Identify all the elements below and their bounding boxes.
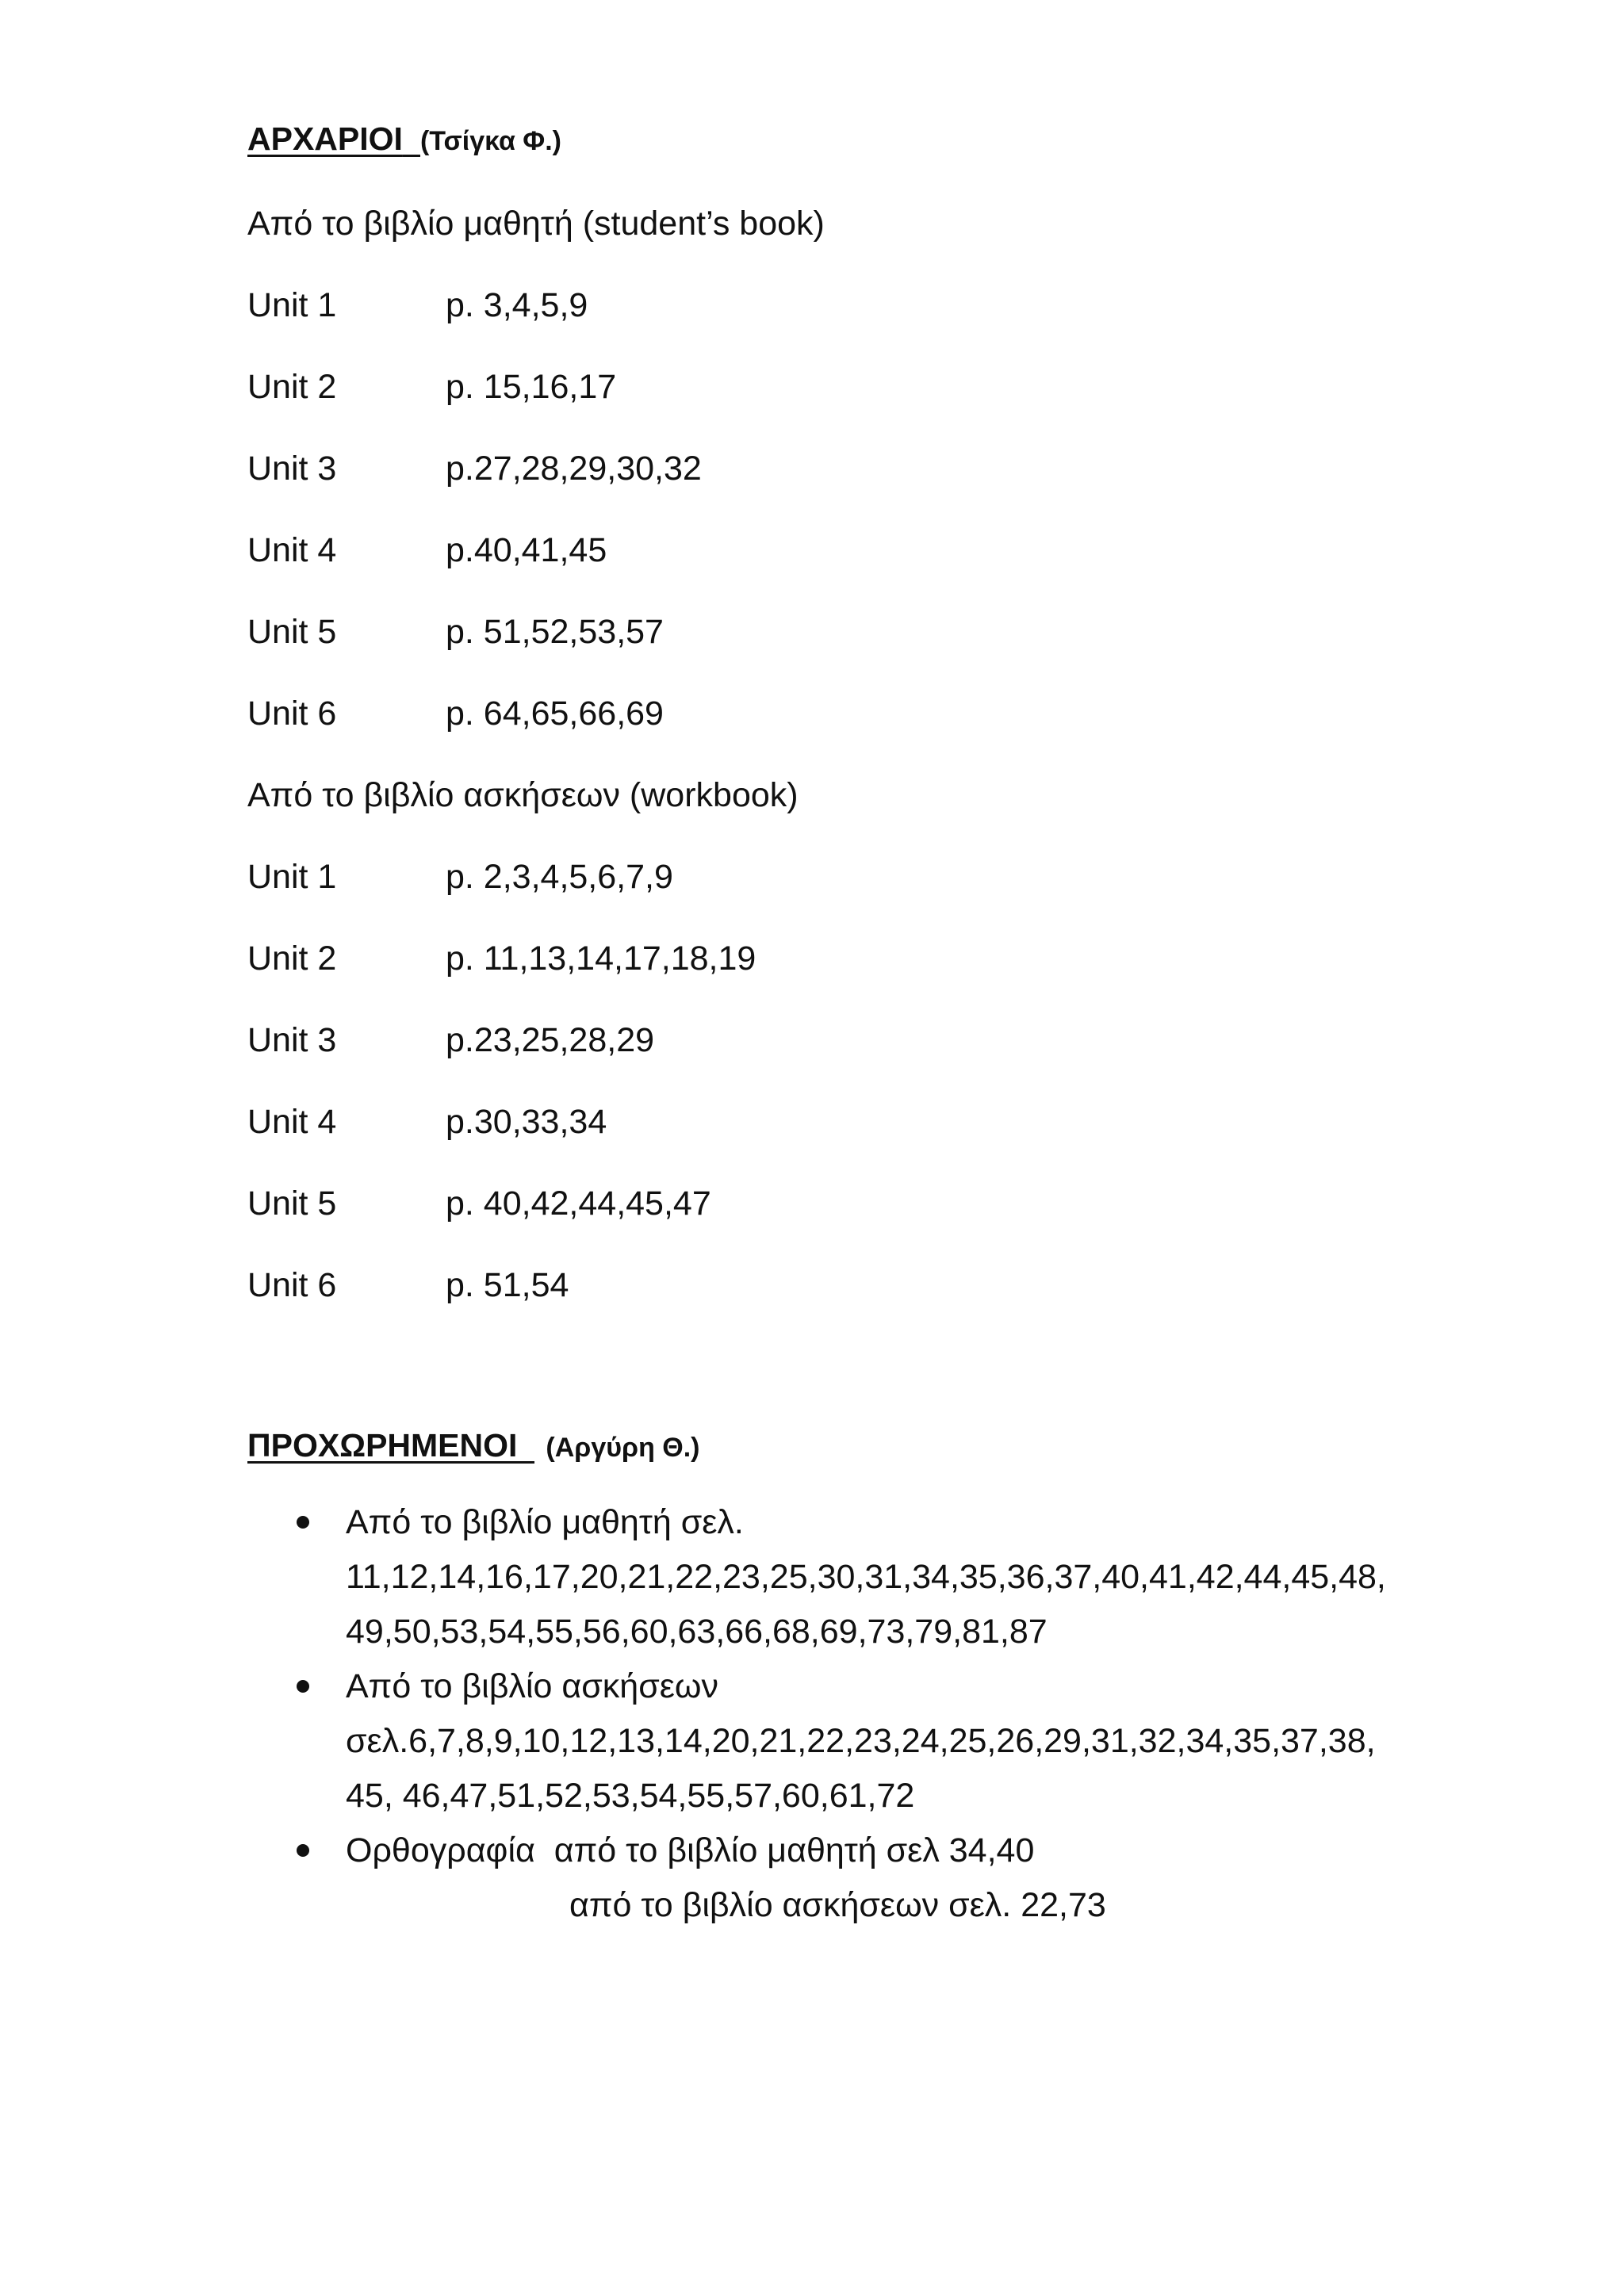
unit-pages: p. 3,4,5,9 — [446, 286, 588, 324]
advanced-bullet-list — [295, 1495, 1453, 1933]
unit-label: Unit 5 — [247, 1184, 337, 1223]
students-book-row — [247, 448, 702, 489]
workbook-row — [247, 1183, 711, 1224]
bullet-line: 45, 46,47,51,52,53,54,55,57,60,61,72 — [346, 1777, 915, 1815]
workbook-row — [247, 1101, 607, 1142]
title-underline-gap — [403, 154, 420, 157]
list-item — [295, 1659, 1453, 1823]
beginners-section-title — [247, 121, 561, 158]
bullet-line: Ορθογραφία από το βιβλίο μαθητή σελ 34,40 — [346, 1831, 1035, 1869]
workbook-heading: Από το βιβλίο ασκήσεων (workbook) — [247, 776, 799, 814]
advanced-section-title — [247, 1427, 700, 1464]
unit-label: Unit 6 — [247, 1266, 337, 1304]
unit-label: Unit 5 — [247, 613, 337, 651]
unit-pages: p. 51,52,53,57 — [446, 613, 664, 651]
advanced-title: ΠΡΟΧΩΡΗΜΕΝΟΙ — [247, 1427, 518, 1464]
bullet-line: Από το βιβλίο μαθητή σελ. — [346, 1503, 744, 1541]
title-underline-gap — [517, 1460, 534, 1464]
unit-label: Unit 4 — [247, 1103, 337, 1141]
workbook-row — [247, 938, 756, 979]
unit-label: Unit 6 — [247, 695, 337, 733]
workbook-row — [247, 856, 673, 897]
unit-pages: p.40,41,45 — [446, 531, 607, 569]
unit-label: Unit 4 — [247, 531, 337, 569]
students-book-row — [247, 611, 664, 652]
unit-pages: p. 51,54 — [446, 1266, 569, 1304]
unit-label: Unit 1 — [247, 286, 337, 324]
unit-pages: p.27,28,29,30,32 — [446, 450, 702, 488]
unit-label: Unit 3 — [247, 1021, 337, 1059]
unit-label: Unit 3 — [247, 450, 337, 488]
students-book-row — [247, 366, 616, 408]
workbook-row — [247, 1265, 569, 1306]
bullet-line: Από το βιβλίο ασκήσεων — [346, 1667, 718, 1705]
advanced-teacher: (Αργύρη Θ.) — [546, 1433, 700, 1463]
unit-pages: p. 2,3,4,5,6,7,9 — [446, 858, 673, 896]
unit-pages: p.30,33,34 — [446, 1103, 607, 1141]
unit-label: Unit 1 — [247, 858, 337, 896]
students-book-row — [247, 693, 664, 734]
bullet-indented-line: από το βιβλίο ασκήσεων σελ. 22,73 — [569, 1886, 1106, 1924]
unit-pages: p. 64,65,66,69 — [446, 695, 664, 733]
beginners-teacher: (Τσίγκα Φ.) — [419, 126, 561, 156]
bullet-icon — [297, 1680, 309, 1693]
bullet-line: σελ.6,7,8,9,10,12,13,14,20,21,22,23,24,25,26,29,31,32,34,35,37,38, — [346, 1722, 1376, 1760]
unit-label: Unit 2 — [247, 939, 337, 978]
unit-pages: p. 40,42,44,45,47 — [446, 1184, 711, 1223]
list-item — [295, 1495, 1453, 1659]
students-book-row — [247, 285, 588, 326]
students-book-row — [247, 530, 607, 571]
bullet-line: 49,50,53,54,55,56,60,63,66,68,69,73,79,81,87 — [346, 1613, 1048, 1651]
bullet-line: 11,12,14,16,17,20,21,22,23,25,30,31,34,35,36,37,40,41,42,44,45,48, — [346, 1558, 1386, 1596]
beginners-title: ΑΡΧΑΡΙΟΙ — [247, 121, 403, 157]
list-item — [295, 1823, 1453, 1933]
bullet-icon — [297, 1516, 309, 1529]
unit-pages: p.23,25,28,29 — [446, 1021, 655, 1059]
unit-label: Unit 2 — [247, 368, 337, 406]
bullet-icon — [297, 1844, 309, 1857]
students-book-heading: Από το βιβλίο μαθητή (student’s book) — [247, 205, 825, 243]
workbook-row — [247, 1020, 654, 1061]
unit-pages: p. 11,13,14,17,18,19 — [446, 939, 756, 978]
unit-pages: p. 15,16,17 — [446, 368, 617, 406]
